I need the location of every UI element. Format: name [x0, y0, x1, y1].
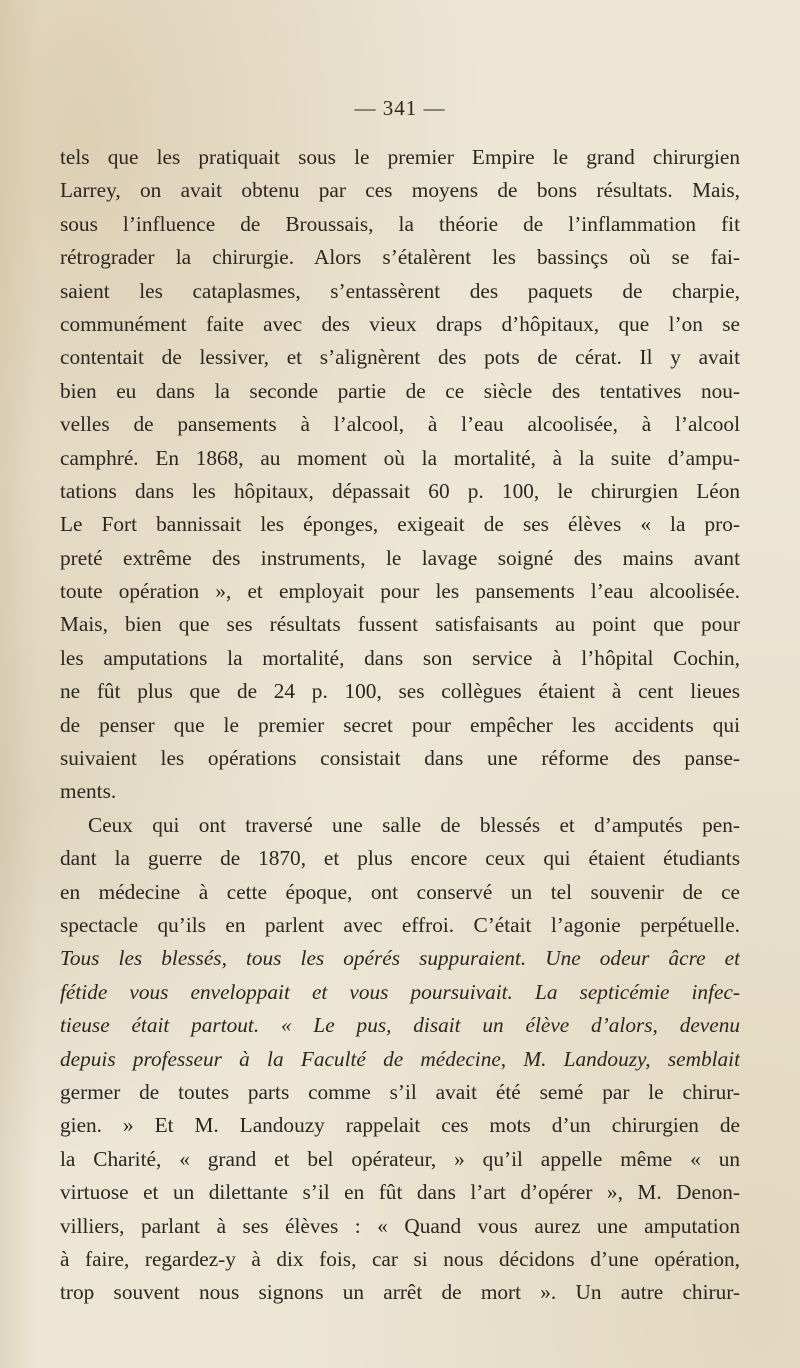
text-line: à faire, regardez-y à dix fois, car si nous décidons d’une opération, — [60, 1246, 740, 1271]
text-line: germer de toutes parts comme s’il avait été semé par le chirur- — [60, 1079, 740, 1104]
text-line: tels que les pratiquait sous le premier Empire le grand chirurgien — [60, 145, 740, 169]
text-line: gien. » Et M. Landouzy rappelait ces mots d’un chirurgien de — [60, 1113, 740, 1138]
text-line: camphré. En 1868, au moment où la mortalité, à la suite d’ampu- — [60, 445, 740, 470]
text-line: bien eu dans la seconde partie de ce siècle des tentatives nou- — [60, 378, 740, 403]
text-line: depuis professeur à la Faculté de médecine, M. Landouzy, semblait — [60, 1046, 740, 1071]
text-line: contentait de lessiver, et s’alignèrent des pots de cérat. Il y avait — [60, 345, 740, 370]
text-line: Le Fort bannissait les éponges, exigeait de ses élèves « la pro- — [60, 512, 740, 537]
text-line: les amputations la mortalité, dans son service à l’hôpital Cochin, — [60, 645, 740, 670]
text-line: Mais, bien que ses résultats fussent satisfaisants au point que pour — [60, 612, 740, 637]
text-line: Ceux qui ont traversé une salle de blessés et d’amputés pen- — [88, 812, 740, 837]
text-line: ments. — [60, 779, 117, 804]
text-line: virtuose et un dilettante s’il en fût dans l’art d’opérer », M. Denon- — [60, 1180, 740, 1205]
text-line: ne fût plus que de 24 p. 100, ses collègues étaient à cent lieues — [60, 679, 740, 704]
text-line: Larrey, on avait obtenu par ces moyens de bons résultats. Mais, — [60, 178, 740, 203]
page-number: — 341 — — [354, 96, 446, 120]
text-line: saient les cataplasmes, s’entassèrent des paquets de charpie, — [60, 278, 740, 303]
text-line: toute opération », et employait pour les pansements l’eau alcoolisée. — [60, 579, 740, 604]
text-line: suivaient les opérations consistait dans une réforme des panse- — [60, 746, 740, 771]
text-line: velles de pansements à l’alcool, à l’eau alcoolisée, à l’alcool — [60, 412, 740, 437]
text-line: de penser que le premier secret pour empêcher les accidents qui — [60, 712, 740, 737]
text-line: en médecine à cette époque, ont conservé un tel souvenir de ce — [60, 879, 740, 904]
text-line: preté extrême des instruments, le lavage soigné des mains avant — [60, 545, 740, 570]
text-line: sous l’influence de Broussais, la théorie de l’inflammation fit — [60, 211, 740, 236]
text-line: spectacle qu’ils en parlent avec effroi. C’était l’agonie perpétuelle. — [60, 912, 740, 937]
text-line: Tous les blessés, tous les opérés suppuraient. Une odeur âcre et — [60, 946, 740, 971]
text-line: villiers, parlant à ses élèves : « Quand vous aurez une amputation — [60, 1213, 740, 1238]
text-line: communément faite avec des vieux draps d’hôpitaux, que l’on se — [60, 311, 740, 336]
text-line: fétide vous enveloppait et vous poursuivait. La septicémie infec- — [60, 979, 740, 1004]
text-line: tieuse était partout. « Le pus, disait un élève d’alors, devenu — [60, 1013, 740, 1038]
text-line: rétrograder la chirurgie. Alors s’étalèrent les bassinçs où se fai- — [60, 245, 740, 270]
text-line: la Charité, « grand et bel opérateur, » qu’il appelle même « un — [60, 1146, 740, 1171]
text-line: tations dans les hôpitaux, dépassait 60 p. 100, le chirurgien Léon — [60, 478, 740, 503]
body-text — [60, 141, 740, 1310]
text-line: dant la guerre de 1870, et plus encore ceux qui étaient étudiants — [60, 846, 740, 871]
text-line: trop souvent nous signons un arrêt de mort ». Un autre chirur- — [60, 1280, 740, 1305]
